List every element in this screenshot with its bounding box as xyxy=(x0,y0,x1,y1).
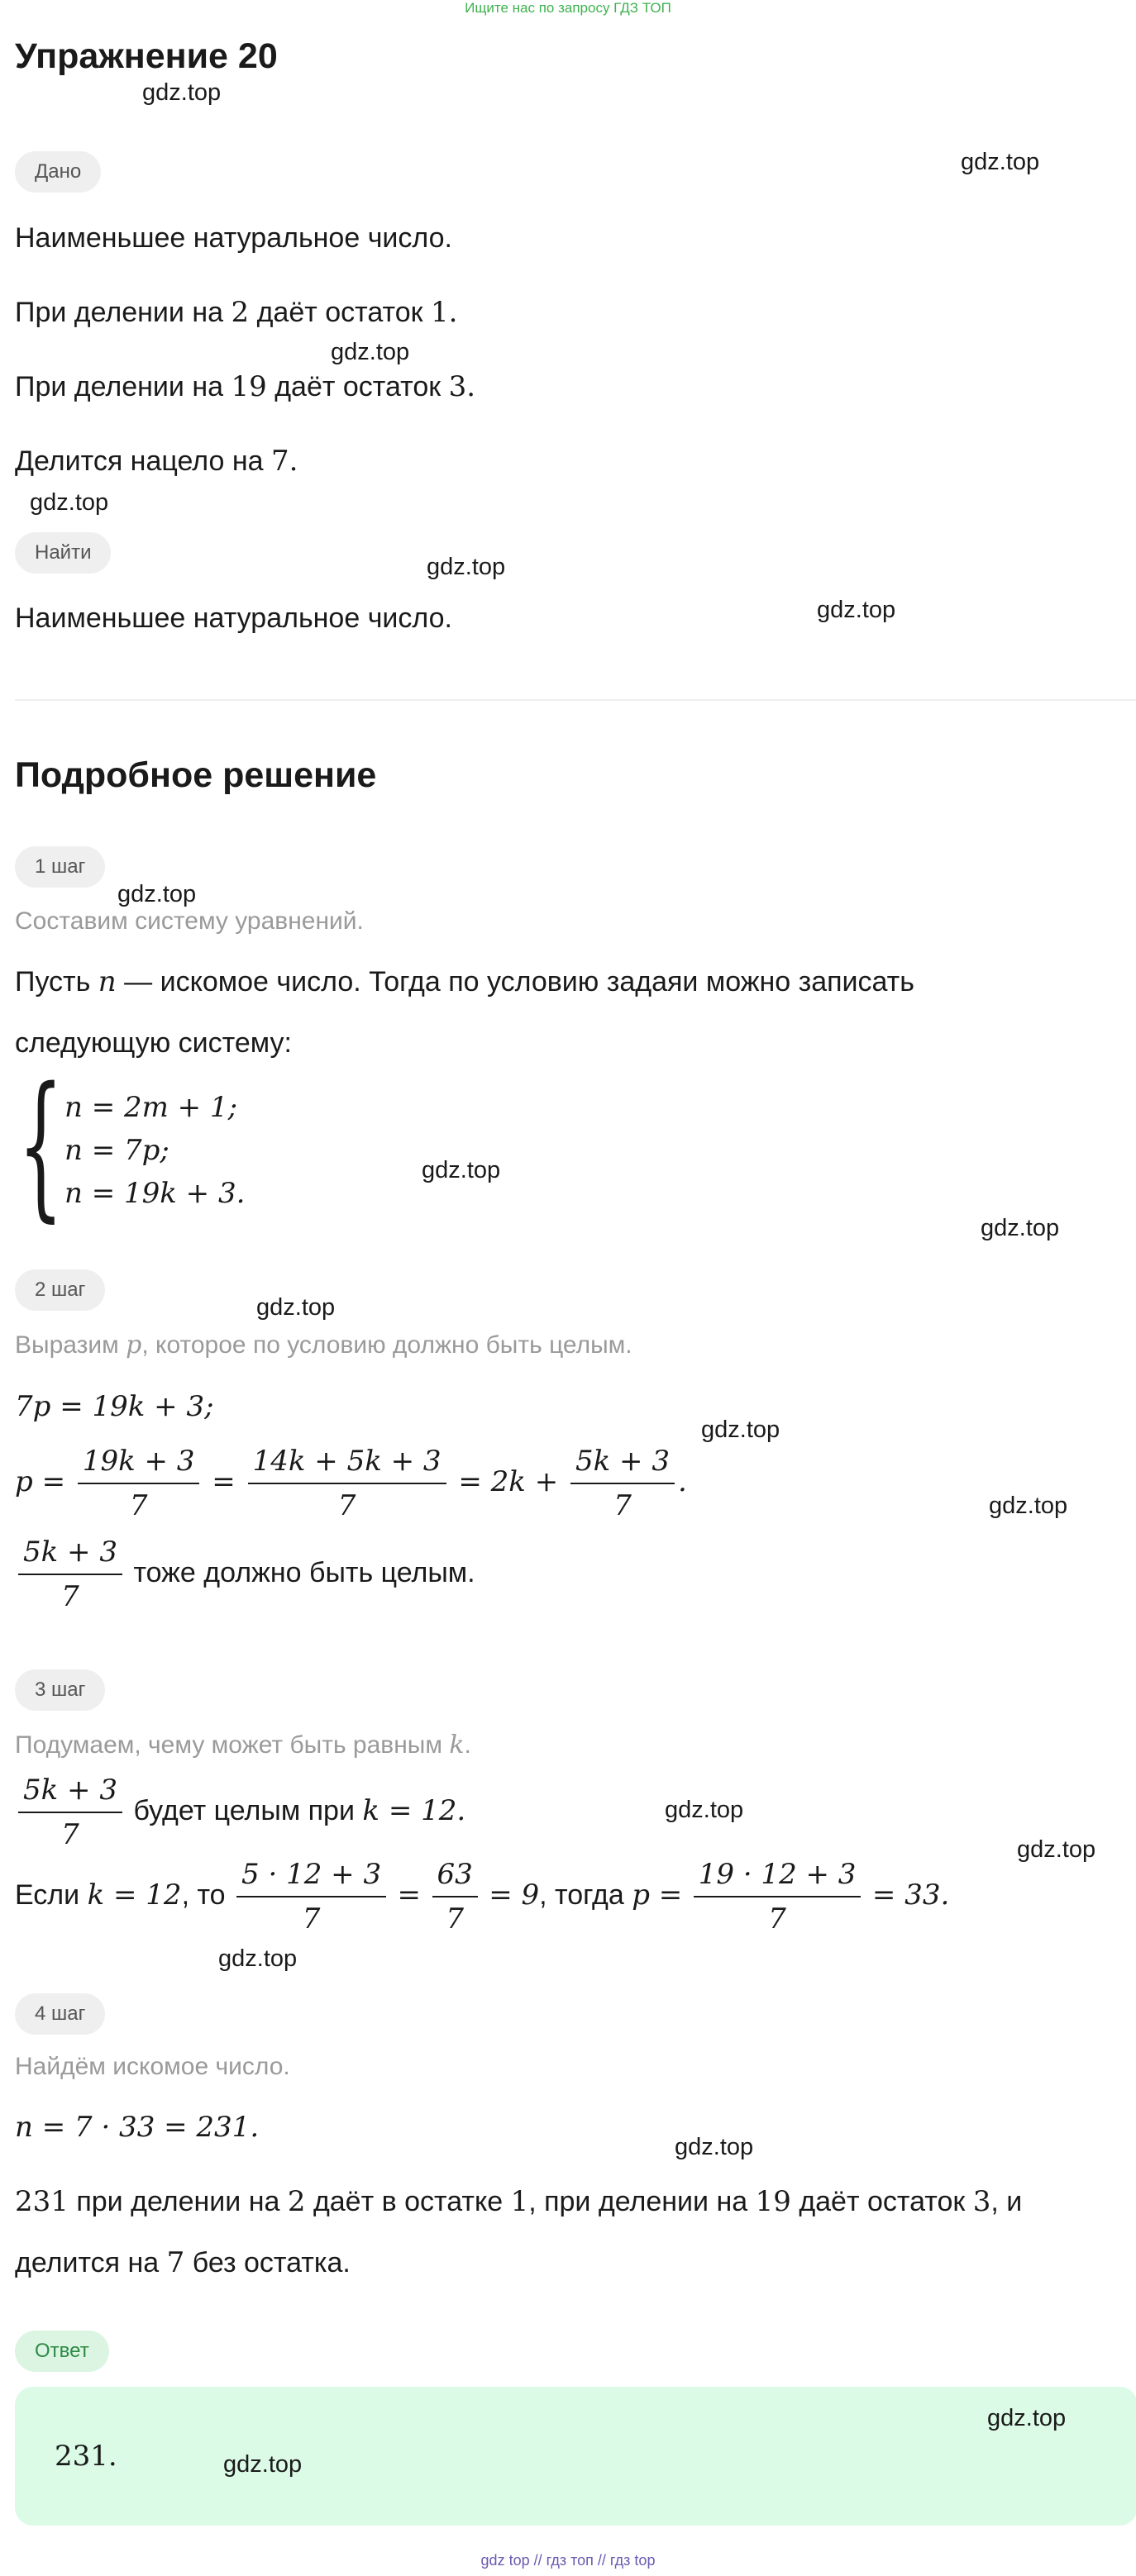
system-eq-2: n = 7p; xyxy=(64,1134,169,1167)
step-1-hint: Составим систему уравнений. xyxy=(15,907,364,935)
step-2-hint: Выразим p, которое по условию должно быть целым. xyxy=(15,1331,632,1359)
footer-links[interactable]: gdz top // гдз топ // гдз top xyxy=(480,2552,656,2569)
watermark: gdz.top xyxy=(1017,1836,1096,1863)
watermark: gdz.top xyxy=(665,1797,744,1823)
answer-value: 231. xyxy=(55,2440,117,2473)
system-eq-1: n = 2m + 1; xyxy=(64,1091,238,1124)
find-line-1: Наименьшее натуральное число. xyxy=(15,602,452,634)
page-title: Упражнение 20 xyxy=(15,36,278,76)
watermark: gdz.top xyxy=(981,1215,1060,1241)
given-line-1: Наименьшее натуральное число. xyxy=(15,222,452,254)
answer-box xyxy=(15,2387,1136,2526)
system-eq-3: n = 19k + 3. xyxy=(64,1177,246,1210)
step-4-line-1: 231 при делении на 2 даёт в остатке 1, при делении на 19 даёт остаток 3, и xyxy=(15,2185,1023,2218)
watermark: gdz.top xyxy=(256,1294,336,1321)
step-1-line-1: Пусть n — искомое число. Тогда по условию задаяи можно записать xyxy=(15,965,914,998)
watermark: gdz.top xyxy=(117,881,197,907)
watermark: gdz.top xyxy=(331,339,410,365)
step-2-line-3: $\frac{5k + 3}{7}$ тоже должно быть целым. xyxy=(15,1534,475,1615)
watermark: gdz.top xyxy=(961,149,1040,175)
system-brace: { xyxy=(18,1054,64,1236)
step-3-badge: 3 шаг xyxy=(15,1669,105,1711)
given-line-4: Делится нацело на 7. xyxy=(15,445,298,478)
watermark: gdz.top xyxy=(675,2134,754,2160)
find-badge: Найти xyxy=(15,532,111,574)
watermark: gdz.top xyxy=(987,2405,1067,2431)
watermark: gdz.top xyxy=(142,79,222,106)
solution-title: Подробное решение xyxy=(15,755,377,795)
step-4-line-2: делится на 7 без остатка. xyxy=(15,2246,351,2279)
step-2-badge: 2 шаг xyxy=(15,1269,105,1311)
step-2-eq-2: p = $\frac{19k + 3}{7}$ = $\frac{14k + 5k + 3}{7}$ = 2k + $\frac{5k + 3}{7}$ . xyxy=(15,1445,687,1522)
step-3-hint: Подумаем, чему может быть равным k. xyxy=(15,1731,471,1759)
divider xyxy=(15,699,1136,701)
step-4-eq: n = 7 · 33 = 231. xyxy=(15,2111,260,2144)
watermark: gdz.top xyxy=(218,1945,298,1972)
answer-badge: Ответ xyxy=(15,2331,109,2372)
watermark: gdz.top xyxy=(422,1157,501,1183)
watermark: gdz.top xyxy=(30,489,109,516)
step-4-hint: Найдём искомое число. xyxy=(15,2053,290,2080)
watermark: gdz.top xyxy=(223,2451,303,2478)
given-badge: Дано xyxy=(15,151,101,193)
step-4-badge: 4 шаг xyxy=(15,1993,105,2035)
watermark: gdz.top xyxy=(701,1417,780,1443)
step-3-line-2: Если k = 12, то $\frac{5 \cdot 12 + 3}{7}$ = $\frac{63}{7}$ = 9, тогда p = $\frac{19 \cdot 12 + 3}{7}$ = 33. xyxy=(15,1858,950,1936)
watermark: gdz.top xyxy=(989,1493,1068,1519)
watermark: gdz.top xyxy=(817,597,896,623)
step-1-badge: 1 шаг xyxy=(15,846,105,888)
step-3-line-1: $\frac{5k + 3}{7}$ будет целым при k = 12. xyxy=(15,1772,465,1853)
step-2-eq-1: 7p = 19k + 3; xyxy=(15,1390,214,1423)
top-banner: Ищите нас по запросу ГДЗ ТОП xyxy=(465,0,671,16)
given-line-2: При делении на 2 даёт остаток 1. xyxy=(15,296,458,329)
given-line-3: При делении на 19 даёт остаток 3. xyxy=(15,370,476,403)
step-1-line-2: следующую систему: xyxy=(15,1027,292,1059)
watermark: gdz.top xyxy=(427,554,506,580)
